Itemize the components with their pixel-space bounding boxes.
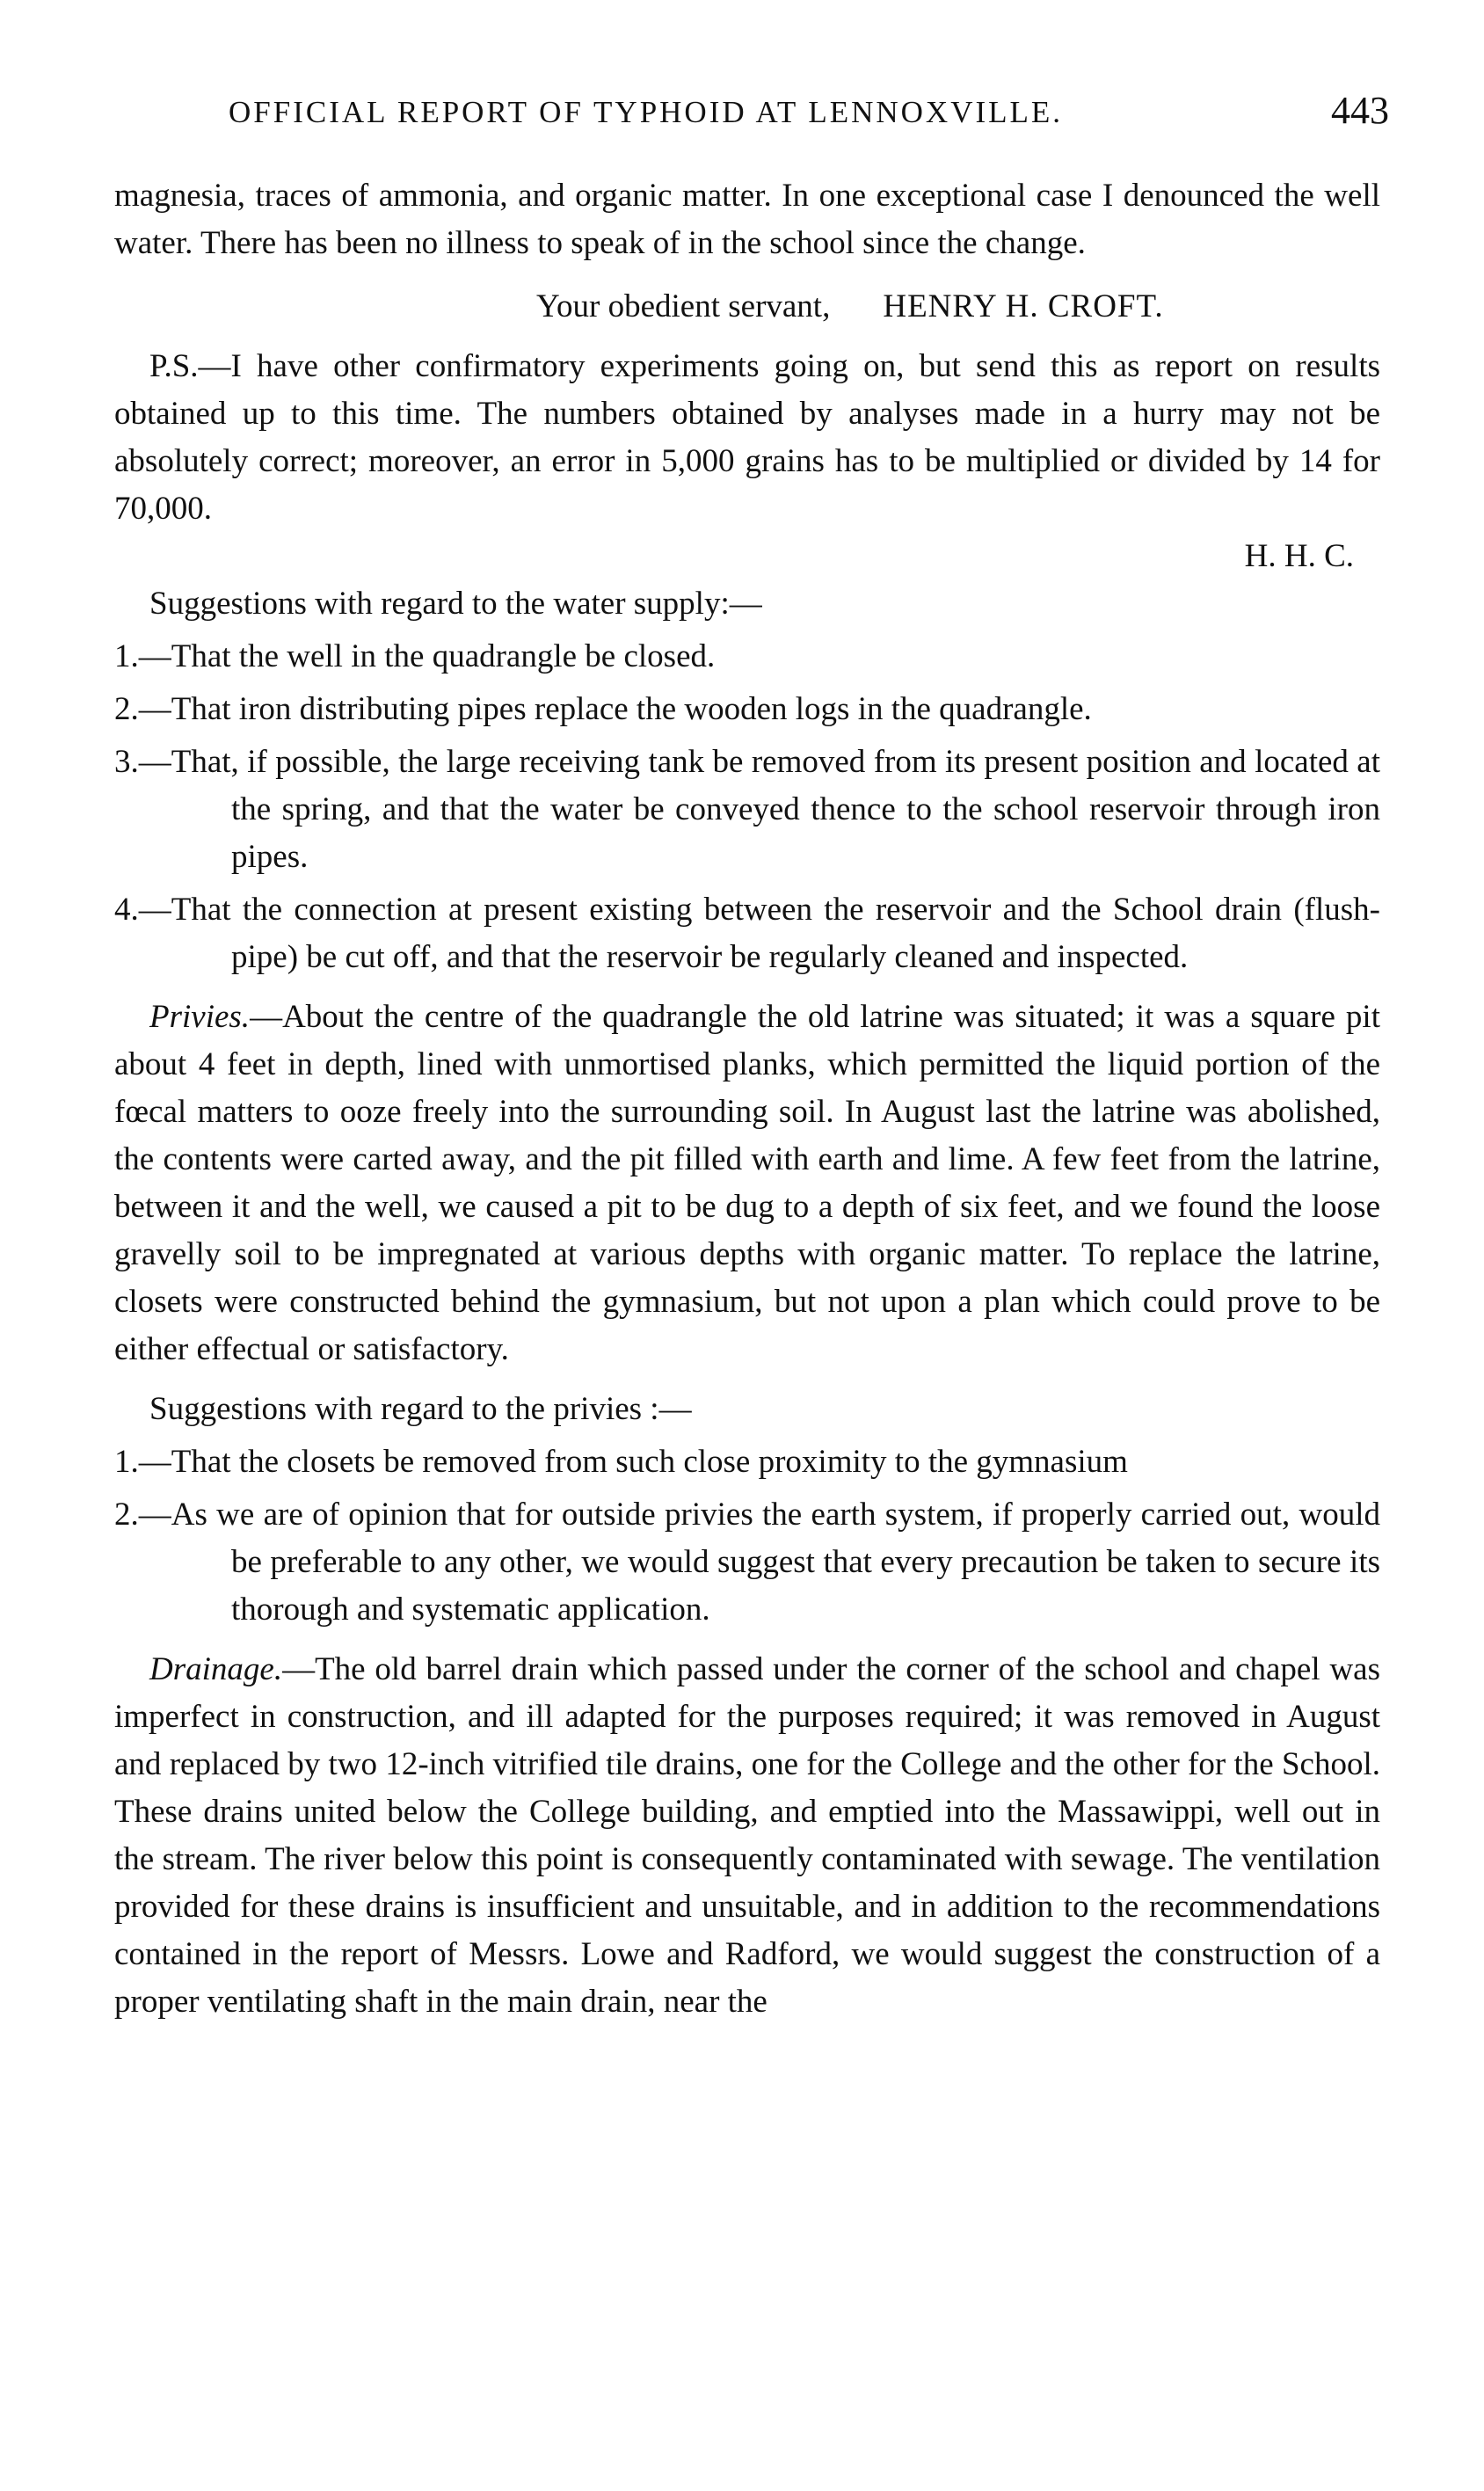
- body-text: [114, 172, 1380, 2026]
- list-item: 4.—That the connection at present existing between the reservoir and the School drain (flush-pipe) be cut off, and that the reservoir be regularly cleaned and inspected.: [114, 892, 1380, 975]
- drainage-heading: Drainage.: [149, 1651, 283, 1687]
- intro-paragraph: magnesia, traces of ammonia, and organic matter. In one exceptional case I denounced the well water. There has been no illness to speak of in the school since the change.: [114, 178, 1380, 261]
- initials: H. H. C.: [1244, 538, 1354, 574]
- privies-heading: Privies.: [149, 999, 251, 1035]
- signature-line: [114, 283, 1380, 331]
- list-item: 2.—As we are of opinion that for outside privies the earth system, if properly carried out, would be preferable to any other, we would suggest that every precaution be taken to secure its thorough and systematic application.: [114, 1497, 1380, 1628]
- privies-suggestions-intro: Suggestions with regard to the privies :—: [149, 1391, 692, 1427]
- list-item: 1.—That the closets be removed from such close proximity to the gymnasium: [114, 1444, 1128, 1480]
- postscript-paragraph: P.S.—I have other confirmatory experiments going on, but send this as report on results obtained up to this time. The numbers obtained by analyses made in a hurry may not be absolutely correct; moreover, an error in 5,000 grains has to be multiplied or divided by 14 for 70,000.: [114, 348, 1380, 527]
- drainage-paragraph: [114, 1646, 1380, 2026]
- signature-name: HENRY H. CROFT.: [883, 288, 1164, 324]
- list-item: 1.—That the well in the quadrangle be closed.: [114, 638, 716, 674]
- water-suggestions-list: [114, 633, 1380, 981]
- privies-text: —About the centre of the quadrangle the old latrine was situated; it was a square pit about 4 feet in depth, lined with unmortised planks, which permitted the liquid portion of the fœcal matters to ooze freely into the surrounding soil. In August last the latrine was abolished, the contents were carted away, and the pit filled with earth and lime. A few feet from the latrine, between it and the well, we caused a pit to be dug to a depth of six feet, and we found the loose gravelly soil to be impregnated at various depths with organic matter. To replace the latrine, closets were constructed behind the gymnasium, but not upon a plan which could prove to be either effectual or satisfactory.: [114, 999, 1380, 1367]
- running-header: [114, 88, 1389, 141]
- list-item: 2.—That iron distributing pipes replace the wooden logs in the quadrangle.: [114, 691, 1092, 727]
- privies-paragraph: [114, 994, 1380, 1373]
- page-number: 443: [1331, 89, 1389, 132]
- closing-text: Your obedient servant,: [536, 288, 831, 324]
- water-suggestions-intro: Suggestions with regard to the water supply:—: [149, 586, 762, 622]
- privies-suggestions-list: [114, 1439, 1380, 1634]
- list-item: 3.—That, if possible, the large receiving tank be removed from its present position and located at the spring, and that the water be conveyed thence to the school reservoir through iron pipes.: [114, 744, 1380, 875]
- header-title: OFFICIAL REPORT OF TYPHOID AT LENNOXVILLE.: [229, 95, 1064, 129]
- drainage-text: —The old barrel drain which passed under the corner of the school and chapel was imperfect in construction, and ill adapted for the purposes required; it was removed in August and replaced by two 12-inch vitrified tile drains, one for the College and the other for the School. These drains united below the College building, and emptied into the Massawippi, well out in the stream. The river below this point is consequently contaminated with sewage. The ventilation provided for these drains is insufficient and unsuitable, and in addition to the recommendations contained in the report of Messrs. Lowe and Radford, we would suggest the construction of a proper ventilating shaft in the main drain, near the: [114, 1651, 1380, 2020]
